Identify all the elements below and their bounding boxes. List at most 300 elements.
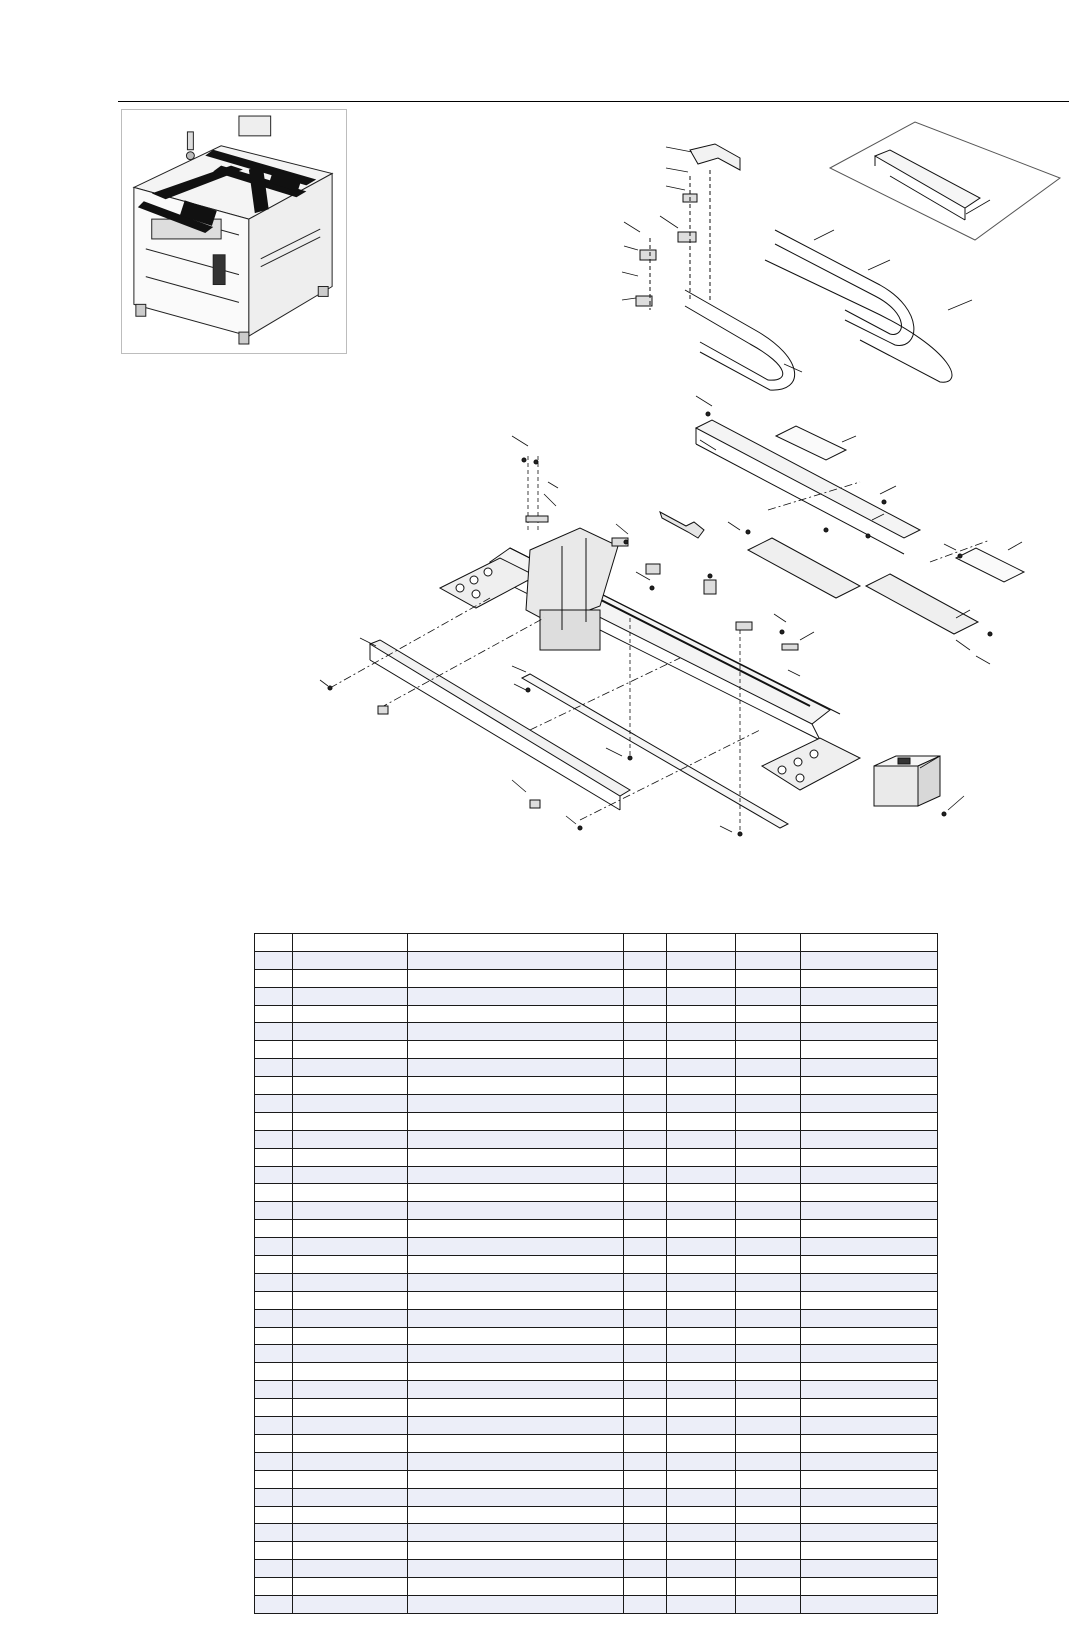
table-cell [255,1417,293,1435]
table-cell [667,1524,736,1542]
table-cell [624,1327,667,1345]
table-row [255,1578,938,1596]
table-cell [801,1023,938,1041]
table-cell [624,934,667,952]
label-plate-1 [776,426,846,460]
table-cell [801,934,938,952]
table-cell [736,1327,801,1345]
table-cell [293,934,408,952]
table-cell [801,1578,938,1596]
table-cell [624,1130,667,1148]
table-cell [667,1077,736,1095]
table-cell [736,1112,801,1130]
servo-motor [874,756,940,806]
table-cell [624,1041,667,1059]
table-cell [293,1578,408,1596]
table-cell [667,1399,736,1417]
table-row [255,1291,938,1309]
table-cell [255,1524,293,1542]
right-base-plate [762,738,860,790]
table-cell [408,1238,624,1256]
table-cell [408,1524,624,1542]
table-cell [736,1059,801,1077]
table-cell [408,1452,624,1470]
table-cell [667,1273,736,1291]
table-cell [736,1041,801,1059]
table-cell [736,1077,801,1095]
table-cell [408,1560,624,1578]
table-cell [293,1059,408,1077]
table-cell [624,987,667,1005]
bracket-plate-2 [866,574,978,634]
table-row [255,1560,938,1578]
table-cell [667,1041,736,1059]
table-cell [293,1291,408,1309]
table-cell [667,934,736,952]
table-row [255,1202,938,1220]
table-cell [293,1256,408,1274]
table-cell [408,987,624,1005]
table-cell [624,1273,667,1291]
table-cell [736,1273,801,1291]
parts-list-table [254,933,938,1614]
table-row [255,1452,938,1470]
table-row [255,1417,938,1435]
table-cell [408,1166,624,1184]
table-cell [255,1041,293,1059]
table-cell [736,1488,801,1506]
table-cell [624,1023,667,1041]
table-cell [736,1148,801,1166]
table-cell [624,1470,667,1488]
table-cell [408,1184,624,1202]
table-cell [736,1399,801,1417]
table-cell [624,1202,667,1220]
table-cell [293,969,408,987]
table-row [255,1256,938,1274]
parts-table-body [255,934,938,1614]
label-plate-2 [956,548,1024,582]
table-cell [801,1327,938,1345]
table-cell [667,1238,736,1256]
header-rule [118,101,1069,102]
table-cell [255,1506,293,1524]
table-cell [736,1166,801,1184]
table-row [255,1327,938,1345]
table-cell [255,1399,293,1417]
table-cell [255,1327,293,1345]
table-cell [255,1578,293,1596]
table-cell [624,1309,667,1327]
table-cell [801,1542,938,1560]
table-cell [624,1578,667,1596]
table-row [255,1238,938,1256]
table-cell [801,951,938,969]
table-cell [801,1256,938,1274]
table-row [255,934,938,952]
table-cell [667,1363,736,1381]
table-row [255,1077,938,1095]
table-cell [736,1524,801,1542]
table-cell [667,1184,736,1202]
table-row [255,1273,938,1291]
table-cell [667,1059,736,1077]
table-cell [736,1291,801,1309]
table-cell [624,1095,667,1113]
cover-plate [875,150,980,208]
table-cell [801,1363,938,1381]
table-cell [736,1381,801,1399]
table-cell [624,1381,667,1399]
table-cell [801,1595,938,1613]
table-cell [624,951,667,969]
table-cell [293,1363,408,1381]
table-cell [408,1077,624,1095]
table-cell [624,1220,667,1238]
table-row [255,1595,938,1613]
table-cell [667,1560,736,1578]
table-cell [408,1059,624,1077]
table-row [255,1506,938,1524]
table-cell [408,1578,624,1596]
table-cell [293,1112,408,1130]
table-row [255,1112,938,1130]
table-row [255,1309,938,1327]
table-cell [293,1220,408,1238]
table-cell [801,1166,938,1184]
table-cell [624,1363,667,1381]
table-cell [408,1327,624,1345]
table-cell [624,1112,667,1130]
table-cell [624,1238,667,1256]
table-cell [408,1273,624,1291]
table-cell [801,1488,938,1506]
table-cell [408,1130,624,1148]
table-row [255,1524,938,1542]
table-cell [667,969,736,987]
table-cell [408,1095,624,1113]
table-cell [736,1578,801,1596]
table-cell [255,1309,293,1327]
table-cell [667,1309,736,1327]
table-cell [801,987,938,1005]
table-cell [624,1256,667,1274]
table-cell [801,1130,938,1148]
table-cell [736,1363,801,1381]
table-cell [624,1452,667,1470]
table-cell [801,1005,938,1023]
table-cell [408,1345,624,1363]
table-cell [736,1309,801,1327]
table-cell [293,1041,408,1059]
top-bracket [690,144,740,170]
table-cell [293,1488,408,1506]
table-row [255,1005,938,1023]
table-cell [293,1345,408,1363]
table-row [255,969,938,987]
table-cell [293,1542,408,1560]
table-cell [408,1595,624,1613]
table-cell [408,1256,624,1274]
table-cell [293,1238,408,1256]
table-cell [255,969,293,987]
table-cell [408,1417,624,1435]
table-cell [255,1470,293,1488]
table-cell [624,1059,667,1077]
table-row [255,1041,938,1059]
table-cell [293,1434,408,1452]
table-cell [408,1488,624,1506]
table-cell [293,1327,408,1345]
table-cell [255,1256,293,1274]
table-cell [255,1059,293,1077]
table-cell [408,1023,624,1041]
table-cell [255,1220,293,1238]
table-cell [801,1273,938,1291]
table-cell [801,1148,938,1166]
table-row [255,951,938,969]
table-cell [293,1023,408,1041]
table-cell [801,1184,938,1202]
table-cell [255,1130,293,1148]
table-row [255,1023,938,1041]
table-cell [293,1166,408,1184]
table-row [255,1095,938,1113]
table-cell [667,1417,736,1435]
table-cell [255,1238,293,1256]
table-cell [667,1434,736,1452]
table-row [255,1542,938,1560]
table-cell [408,951,624,969]
table-cell [667,1470,736,1488]
table-row [255,1399,938,1417]
table-cell [408,1381,624,1399]
table-row [255,1059,938,1077]
table-cell [624,1560,667,1578]
table-cell [667,1595,736,1613]
table-cell [624,1417,667,1435]
table-cell [624,1488,667,1506]
table-cell [736,951,801,969]
table-cell [667,987,736,1005]
table-cell [255,1560,293,1578]
table-row [255,1166,938,1184]
cable-connector [660,512,704,538]
table-cell [408,1434,624,1452]
table-cell [255,1273,293,1291]
table-cell [667,1256,736,1274]
table-cell [667,1220,736,1238]
table-cell [408,934,624,952]
table-cell [801,1291,938,1309]
table-cell [736,1184,801,1202]
table-cell [293,1202,408,1220]
table-cell [667,1488,736,1506]
table-cell [736,1345,801,1363]
table-row [255,1381,938,1399]
table-cell [624,1291,667,1309]
table-cell [408,969,624,987]
table-cell [736,1238,801,1256]
table-cell [801,1417,938,1435]
table-cell [736,1470,801,1488]
table-cell [293,1595,408,1613]
table-cell [293,951,408,969]
table-cell [667,1005,736,1023]
table-cell [801,1506,938,1524]
table-cell [293,1452,408,1470]
cable-chain-3 [765,260,952,382]
table-cell [667,1166,736,1184]
cable-chain-2 [775,230,914,345]
table-cell [255,1148,293,1166]
table-cell [255,1005,293,1023]
table-cell [293,1130,408,1148]
table-cell [736,1417,801,1435]
table-cell [408,1202,624,1220]
table-cell [293,1148,408,1166]
table-cell [736,1256,801,1274]
table-cell [801,1077,938,1095]
table-cell [736,1023,801,1041]
table-cell [293,1399,408,1417]
table-cell [801,1470,938,1488]
table-cell [801,1238,938,1256]
table-row [255,1184,938,1202]
table-row [255,1220,938,1238]
table-cell [624,1542,667,1560]
table-cell [801,1434,938,1452]
table-cell [408,1399,624,1417]
table-cell [293,1381,408,1399]
table-cell [801,1381,938,1399]
table-cell [255,1202,293,1220]
table-cell [293,1095,408,1113]
table-cell [624,1166,667,1184]
table-cell [255,1542,293,1560]
table-cell [736,1595,801,1613]
table-cell [667,1452,736,1470]
table-row [255,1148,938,1166]
cable-chain-1 [685,290,795,390]
table-cell [667,1578,736,1596]
table-cell [624,1005,667,1023]
table-cell [255,951,293,969]
table-row [255,1363,938,1381]
table-cell [736,1220,801,1238]
table-cell [801,1112,938,1130]
table-cell [801,969,938,987]
table-row [255,1345,938,1363]
table-cell [624,1077,667,1095]
table-cell [736,1095,801,1113]
table-cell [667,1506,736,1524]
table-cell [736,1542,801,1560]
table-cell [255,1095,293,1113]
table-cell [667,1130,736,1148]
table-cell [736,1560,801,1578]
table-cell [293,1560,408,1578]
table-cell [667,1381,736,1399]
table-cell [667,1542,736,1560]
table-cell [667,1148,736,1166]
table-cell [624,1184,667,1202]
table-cell [408,1005,624,1023]
exploded-assembly-drawing [300,110,1091,890]
table-cell [801,1524,938,1542]
table-cell [736,1202,801,1220]
table-cell [624,1524,667,1542]
table-cell [408,1041,624,1059]
table-cell [736,1434,801,1452]
table-cell [801,1202,938,1220]
table-cell [408,1148,624,1166]
table-row [255,1434,938,1452]
table-cell [801,1309,938,1327]
table-cell [255,1488,293,1506]
table-cell [801,1452,938,1470]
table-cell [801,1345,938,1363]
table-cell [408,1470,624,1488]
table-cell [255,1452,293,1470]
table-cell [408,1112,624,1130]
table-cell [255,1077,293,1095]
table-cell [408,1506,624,1524]
table-cell [667,1202,736,1220]
table-cell [736,934,801,952]
parts-table [254,933,937,1614]
table-cell [255,987,293,1005]
table-cell [801,1041,938,1059]
table-cell [801,1399,938,1417]
table-cell [667,1112,736,1130]
table-row [255,1488,938,1506]
table-row [255,1470,938,1488]
table-cell [255,934,293,952]
table-cell [624,1434,667,1452]
table-cell [624,969,667,987]
table-cell [801,1095,938,1113]
table-cell [408,1220,624,1238]
table-cell [408,1542,624,1560]
table-cell [255,1184,293,1202]
table-cell [667,1291,736,1309]
table-cell [293,987,408,1005]
table-cell [255,1166,293,1184]
table-cell [408,1291,624,1309]
table-cell [667,1345,736,1363]
table-cell [736,1130,801,1148]
table-cell [255,1112,293,1130]
table-cell [255,1381,293,1399]
table-cell [293,1077,408,1095]
table-cell [408,1363,624,1381]
table-cell [736,987,801,1005]
table-cell [293,1470,408,1488]
bracket-plate-1 [748,538,860,598]
table-cell [801,1560,938,1578]
table-cell [293,1524,408,1542]
table-cell [255,1023,293,1041]
table-cell [255,1363,293,1381]
table-cell [293,1184,408,1202]
table-cell [624,1506,667,1524]
exploded-assembly-diagram [300,110,1091,890]
table-cell [736,1005,801,1023]
table-cell [667,1095,736,1113]
table-cell [736,969,801,987]
table-cell [624,1345,667,1363]
